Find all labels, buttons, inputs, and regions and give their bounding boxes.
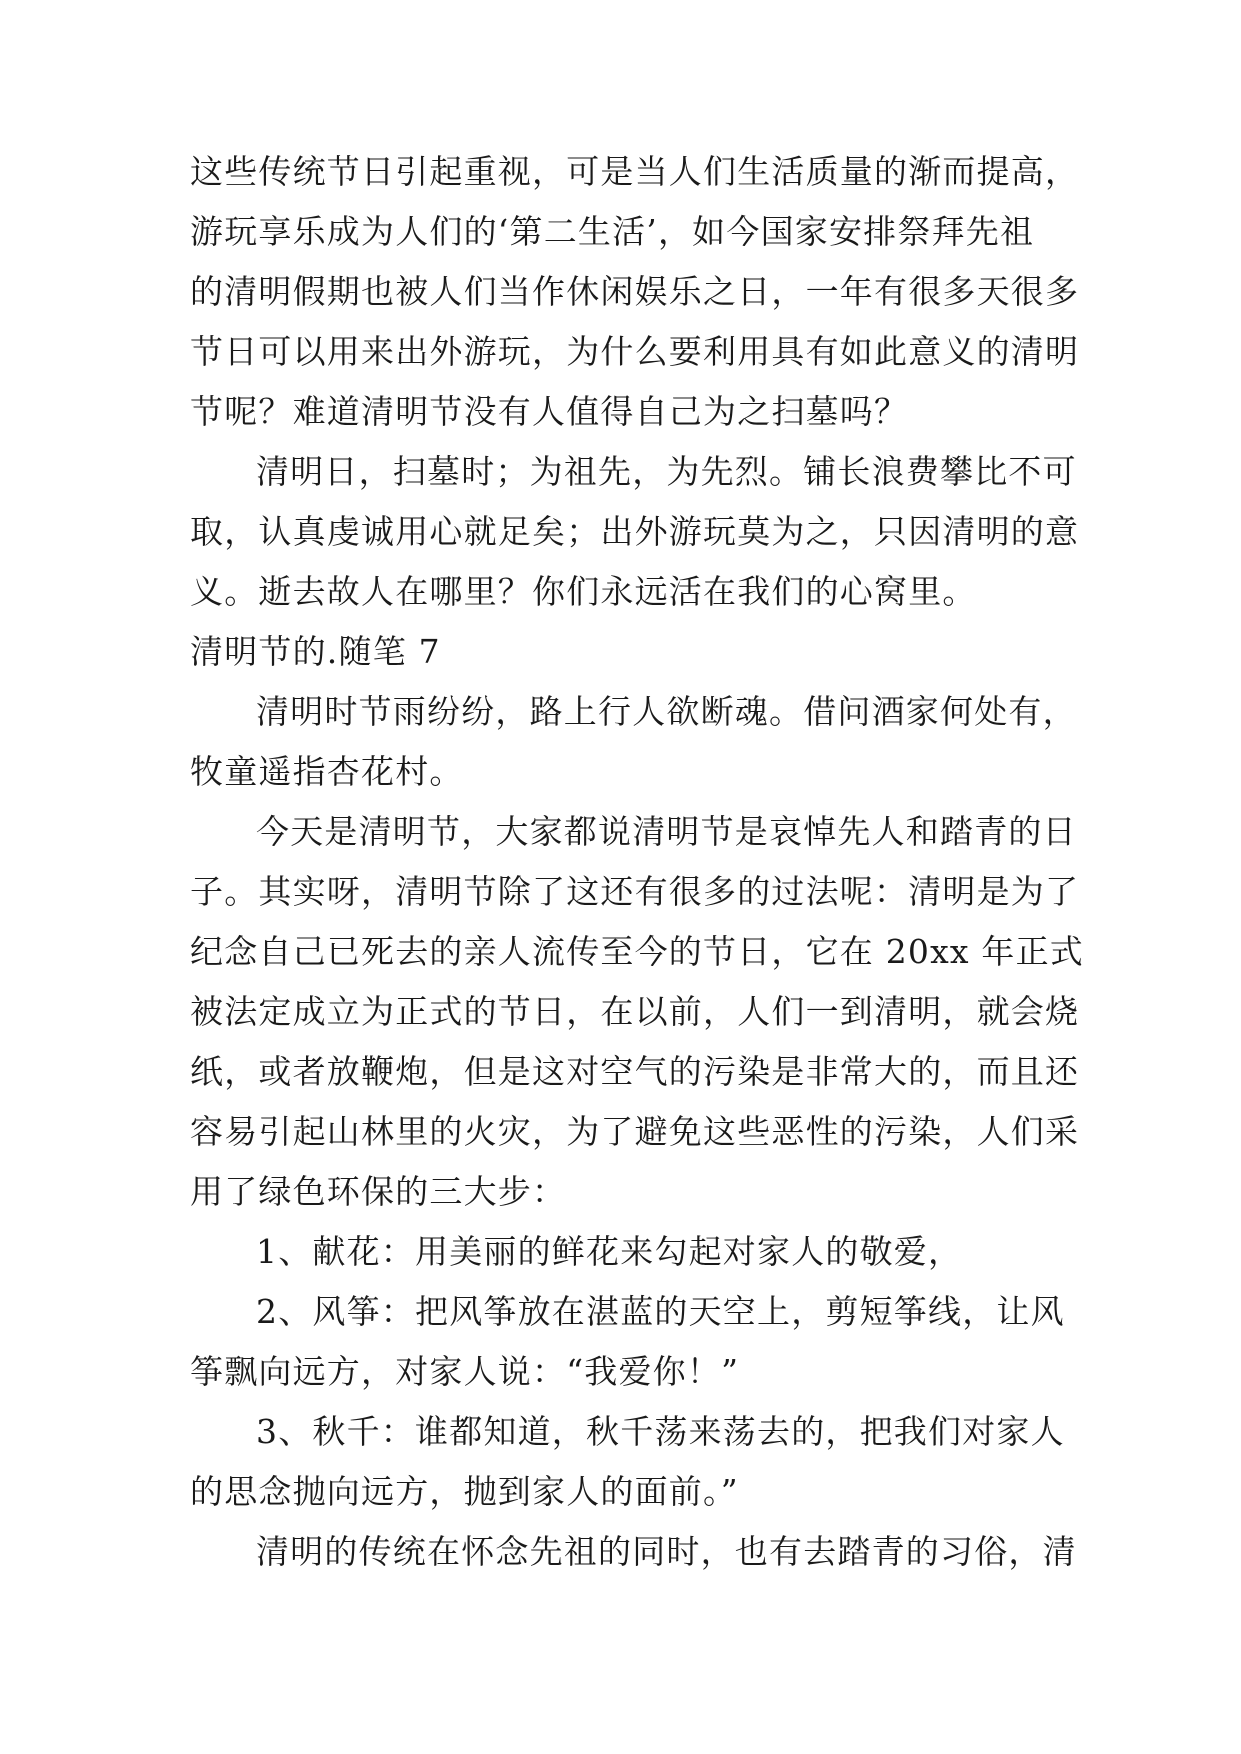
text-line: 牧童遥指杏花村。	[190, 752, 464, 791]
text-line: 筝飘向远方，对家人说：“我爱你！”	[190, 1352, 740, 1391]
text-line: 清明时节雨纷纷，路上行人欲断魂。借问酒家何处有，	[256, 692, 1077, 731]
list-item: 3、秋千：谁都知道，秋千荡来荡去的，把我们对家人	[256, 1412, 1065, 1451]
section-heading: 清明节的.随笔 7	[190, 632, 441, 671]
list-item: 2、风筝：把风筝放在湛蓝的天空上，剪短筝线，让风	[256, 1292, 1065, 1331]
text-line: 子。其实呀，清明节除了这还有很多的过法呢：清明是为了	[190, 872, 1080, 911]
text-line: 这些传统节日引起重视，可是当人们生活质量的渐而提高，	[190, 152, 1080, 191]
text-line: 清明日，扫墓时；为祖先，为先烈。铺长浪费攀比不可	[256, 452, 1077, 491]
text-line: 节日可以用来出外游玩，为什么要利用具有如此意义的清明	[190, 332, 1080, 371]
text-line: 清明的传统在怀念先祖的同时，也有去踏青的习俗，清	[256, 1532, 1077, 1571]
list-item: 1、献花：用美丽的鲜花来勾起对家人的敬爱，	[256, 1232, 963, 1271]
text-line: 的思念抛向远方，抛到家人的面前。”	[190, 1472, 739, 1511]
text-line: 取，认真虔诚用心就足矣；出外游玩莫为之，只因清明的意	[190, 512, 1080, 551]
text-line: 节呢？难道清明节没有人值得自己为之扫墓吗？	[190, 392, 909, 431]
text-line: 容易引起山林里的火灾，为了避免这些恶性的污染，人们采	[190, 1112, 1080, 1151]
text-line: 义。逝去故人在哪里？你们永远活在我们的心窝里。	[190, 572, 977, 611]
text-line: 的清明假期也被人们当作休闲娱乐之日，一年有很多天很多	[190, 272, 1080, 311]
text-line: 游玩享乐成为人们的‘第二生活’，如今国家安排祭拜先祖	[190, 212, 1035, 251]
text-line: 用了绿色环保的三大步：	[190, 1172, 567, 1211]
text-line: 今天是清明节，大家都说清明节是哀悼先人和踏青的日	[256, 812, 1077, 851]
text-line: 被法定成立为正式的节日，在以前，人们一到清明，就会烧	[190, 992, 1080, 1031]
text-line: 纪念自己已死去的亲人流传至今的节日，它在 20xx 年正式	[190, 932, 1084, 971]
text-line: 纸，或者放鞭炮，但是这对空气的污染是非常大的，而且还	[190, 1052, 1080, 1091]
